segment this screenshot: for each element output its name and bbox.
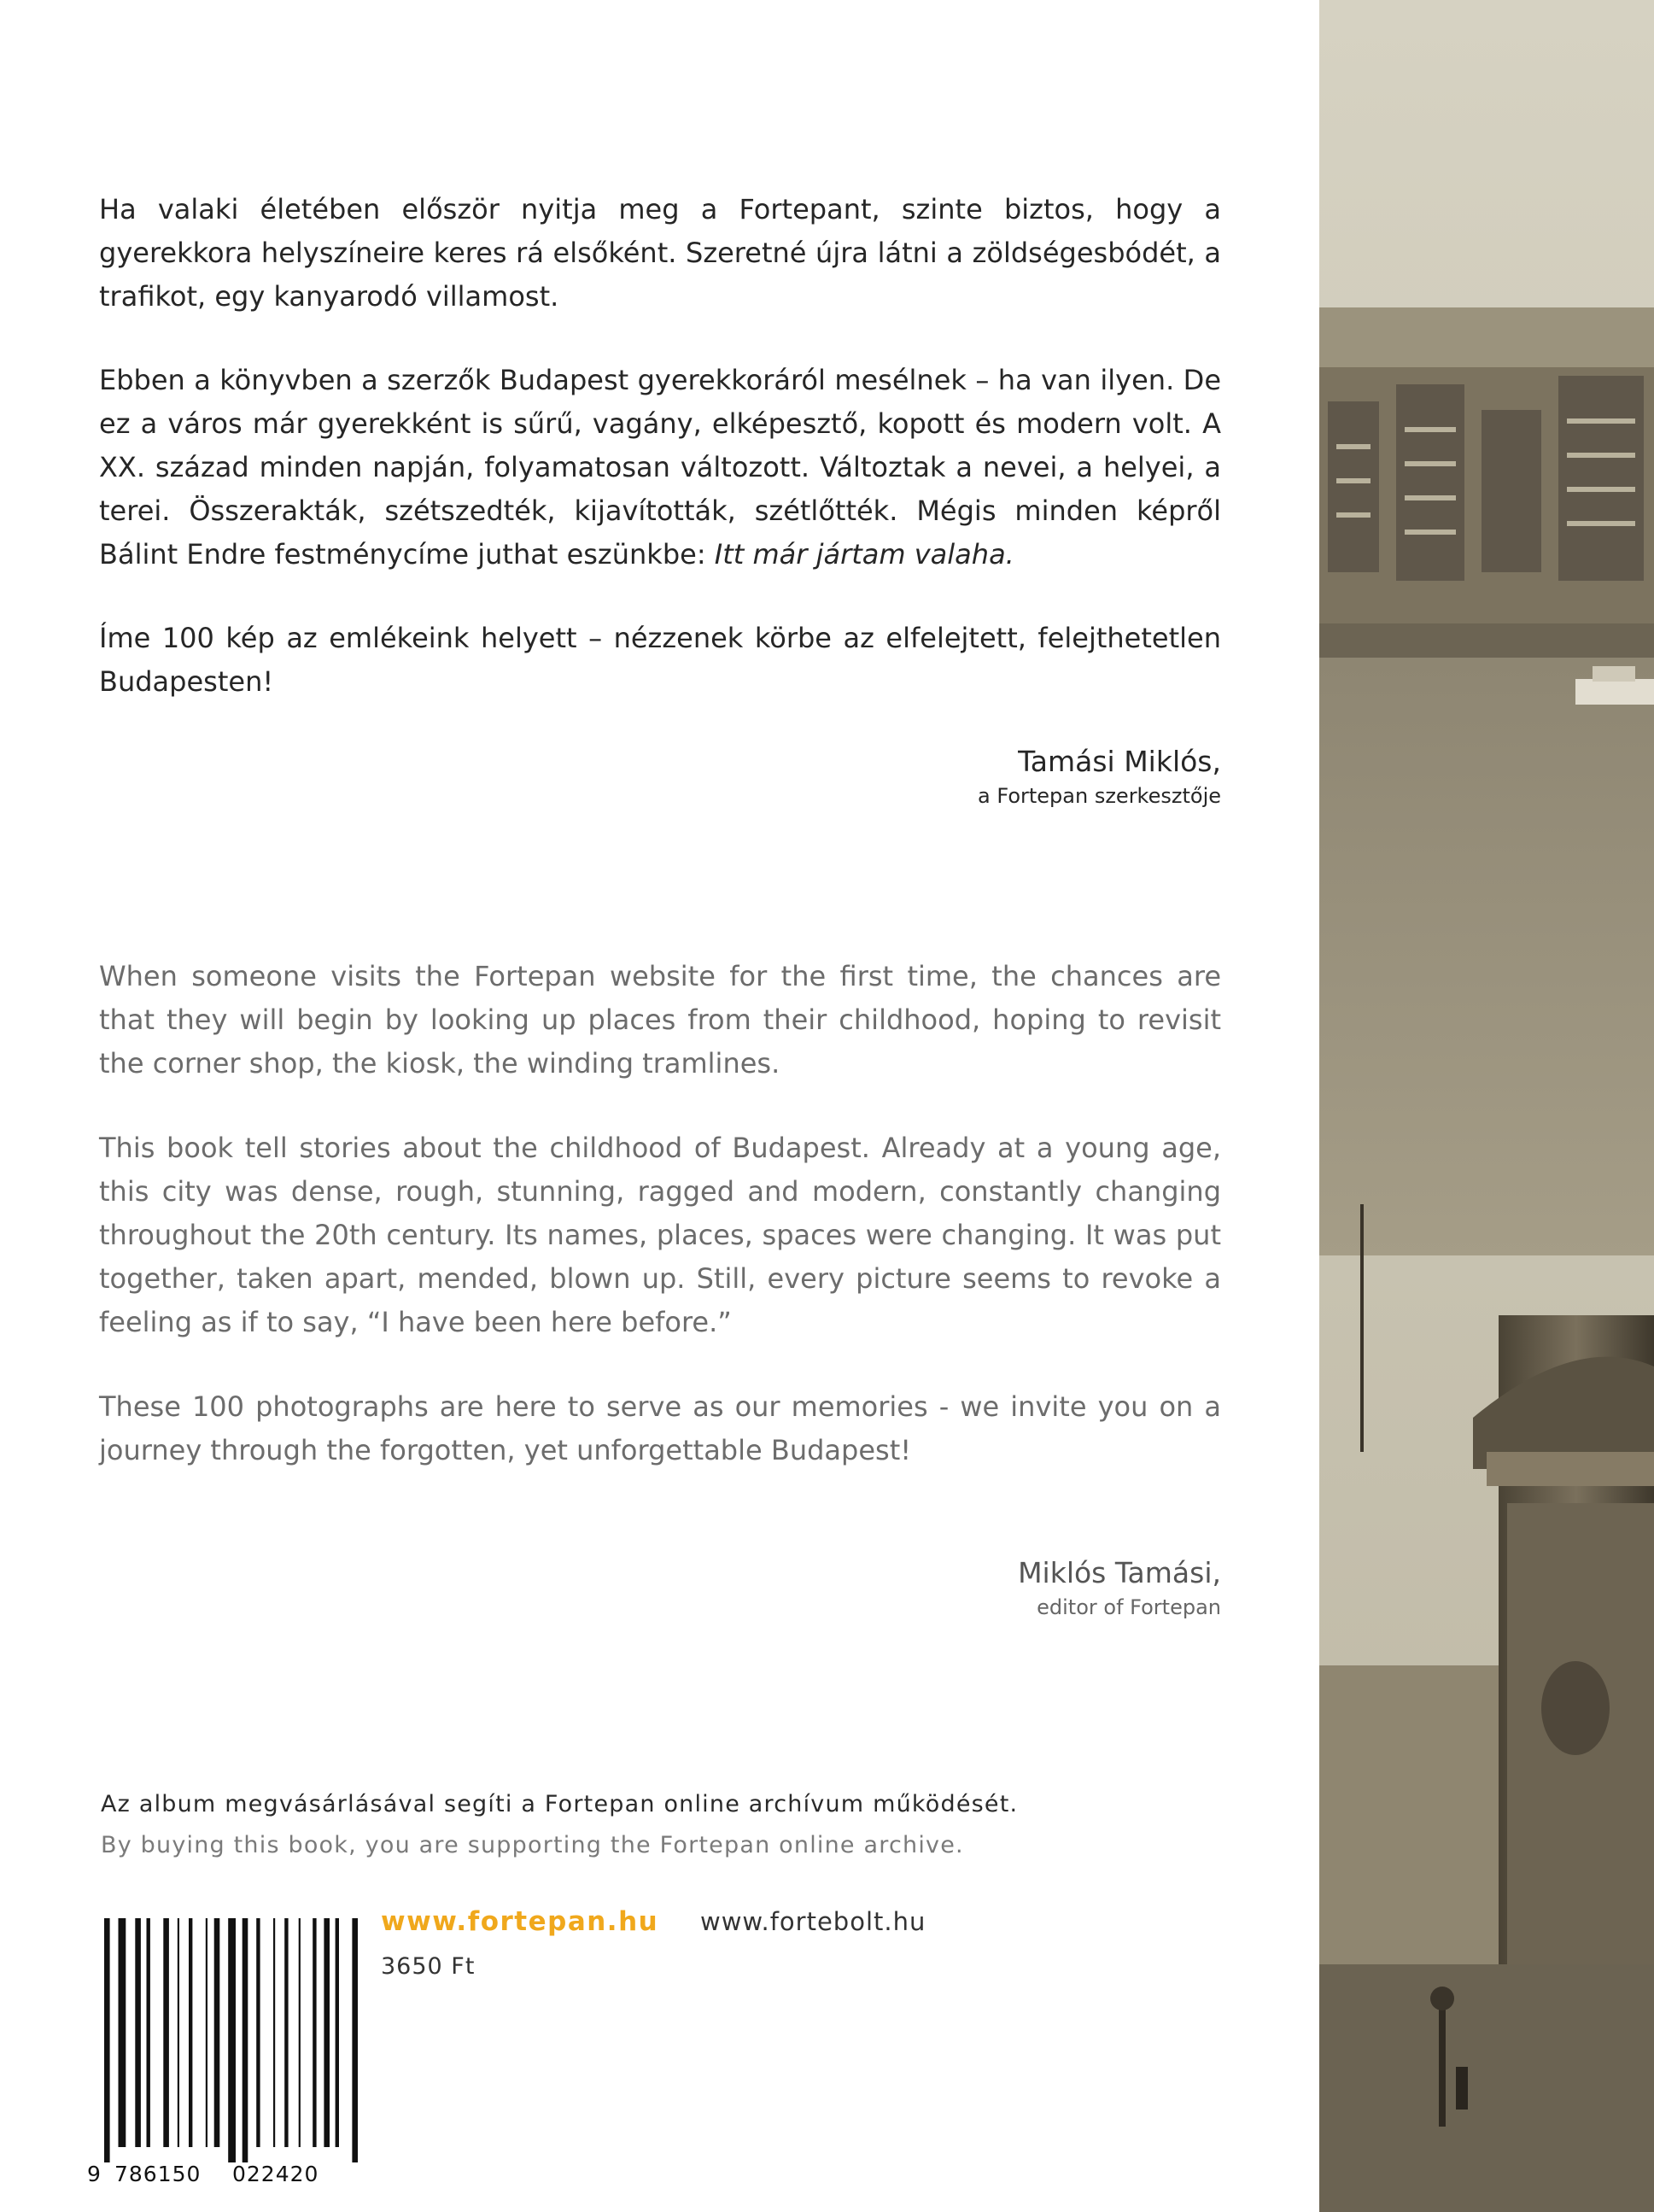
barcode-bar	[135, 1918, 141, 2147]
support-note-hu: Az album megvásárlásával segíti a Fortepan online archívum működését.	[101, 1791, 1019, 1817]
barcode-bar	[189, 1918, 192, 2147]
barcode-bar	[336, 1918, 339, 2147]
price-label: 3650 Ft	[381, 1953, 476, 1980]
barcode-left-group: 786150	[114, 2162, 202, 2186]
barcode-bar	[299, 1918, 301, 2147]
barcode-lead-digit: 9	[87, 2162, 101, 2186]
hu-signature-role: a Fortepan szerkesztője	[978, 784, 1221, 808]
en-signature-role: editor of Fortepan	[1037, 1595, 1221, 1619]
barcode-right-group: 022420	[232, 2162, 319, 2186]
barcode-bar	[104, 1918, 110, 2162]
hungarian-section	[99, 188, 1221, 704]
cover-photo-strip	[1319, 0, 1654, 2212]
hu-signature-name: Tamási Miklós,	[1018, 745, 1221, 778]
isbn-barcode	[85, 1915, 359, 2188]
barcode-bar	[243, 1918, 248, 2162]
barcode-bar	[119, 1918, 126, 2147]
fortebolt-url-link[interactable]: www.fortebolt.hu	[700, 1907, 926, 1936]
barcode-bar	[214, 1918, 220, 2147]
painting-title: Itt már jártam valaha.	[714, 538, 1014, 571]
barcode-bar	[206, 1918, 207, 2147]
hu-paragraph-2	[99, 359, 1221, 576]
barcode-bars	[104, 1918, 358, 2162]
barcode-bar	[324, 1918, 330, 2147]
hu-paragraph-3: Íme 100 kép az emlékeink helyett – nézzenek körbe az elfelejtett, felejthetetlen Budapesten!	[99, 622, 1221, 698]
fortepan-url-link[interactable]: www.fortepan.hu	[381, 1906, 659, 1937]
en-signature-name: Miklós Tamási,	[1018, 1556, 1221, 1589]
barcode-bar	[313, 1918, 316, 2147]
en-paragraph-2: This book tell stories about the childhood of Budapest. Already at a young age, this city was dense, rough, stunning, ragged and modern, constantly changing throughout the 20th century. Its names, places, spaces were changing. It was put together, taken apart, mended, blown up. Still, every picture seems to revoke a feeling as if to say, “I have been here before.”	[99, 1132, 1221, 1338]
en-paragraph-1: When someone visits the Fortepan website for the first time, the chances are that they will begin by looking up places from their childhood, hoping to revisit the corner shop, the kiosk, the winding tramlines.	[99, 960, 1221, 1080]
english-section	[99, 955, 1221, 1472]
barcode-bar	[228, 1918, 236, 2162]
barcode-bar	[178, 1918, 179, 2147]
barcode-bar	[163, 1918, 169, 2147]
hu-paragraph-2-text: Ebben a könyvben a szerzők Budapest gyerekkoráról mesélnek – ha van ilyen. De ez a város már gyerekként is sűrű, vagány, elképesztő, kopott és modern volt. A XX. század minden napján, folyamatosan változott. Változtak a nevei, a helyei, a terei. Összerakták, szétszedték, kijavították, szétlőtték. Mégis minden képről Bálint Endre festménycíme juthat eszünkbe:	[99, 364, 1221, 571]
barcode-bar	[147, 1918, 150, 2147]
hu-paragraph-1: Ha valaki életében először nyitja meg a Fortepant, szinte biztos, hogy a gyerekkora helyszíneire keres rá elsőként. Szeretné újra látni a zöldségesbódét, a trafikot, egy kanyarodó villamost.	[99, 193, 1221, 313]
barcode-bar	[284, 1918, 288, 2147]
support-note-en: By buying this book, you are supporting the Fortepan online archive.	[101, 1832, 964, 1858]
en-paragraph-3: These 100 photographs are here to serve as our memories - we invite you on a journey through the forgotten, yet unforgettable Budapest!	[99, 1390, 1221, 1466]
barcode-bar	[273, 1918, 275, 2147]
barcode-bar	[352, 1918, 358, 2162]
barcode-bar	[256, 1918, 260, 2147]
